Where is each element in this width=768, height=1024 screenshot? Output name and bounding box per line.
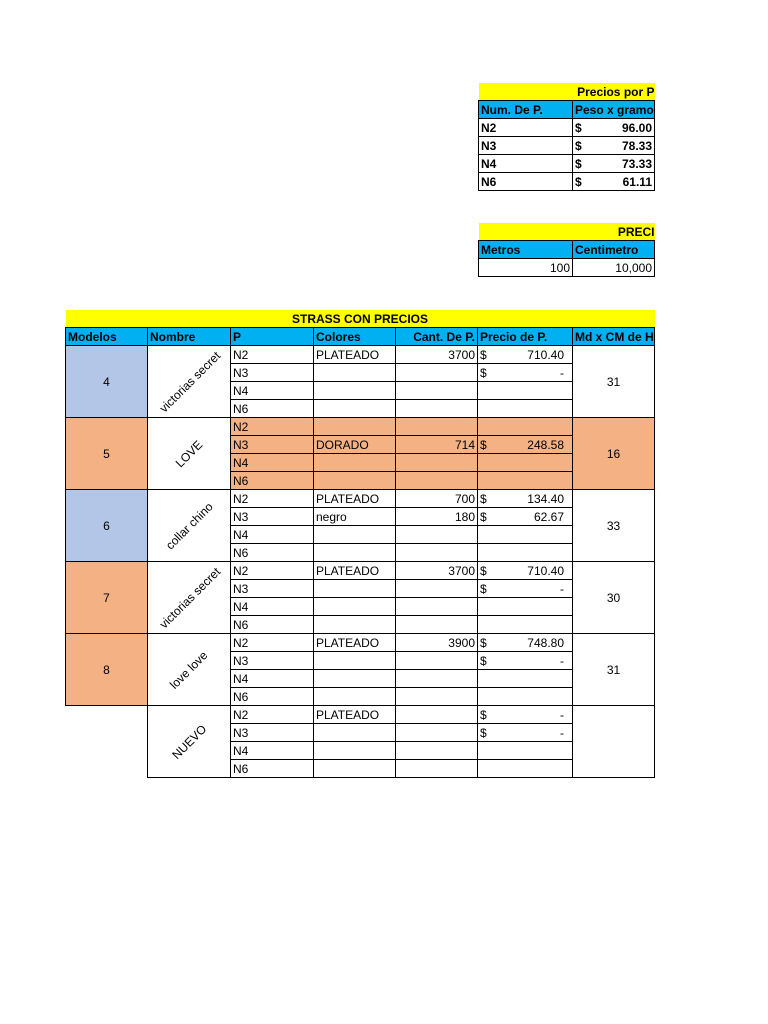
md-cm-cell: 31	[573, 346, 655, 418]
p-cell: N3	[231, 364, 314, 382]
header-precio-p: Precio de P.	[478, 328, 573, 346]
meters-price-table	[478, 223, 655, 277]
price-cell	[478, 670, 573, 688]
table-row	[479, 155, 655, 173]
model-name-cell	[148, 346, 231, 418]
peso-price-cell	[573, 137, 655, 155]
p-cell: N2	[231, 346, 314, 364]
quantity-cell	[396, 580, 478, 598]
price-cell	[478, 616, 573, 634]
p-cell: N3	[231, 580, 314, 598]
color-cell	[314, 364, 396, 382]
model-number-cell: 7	[66, 562, 148, 634]
price-cell	[478, 400, 573, 418]
peso-price-cell	[573, 173, 655, 191]
quantity-cell: 3700	[396, 562, 478, 580]
model-name-cell	[148, 706, 231, 778]
header-centimetro: Centimetro	[573, 241, 655, 259]
p-cell: N4	[231, 742, 314, 760]
color-cell	[314, 400, 396, 418]
p-cell: N3	[231, 436, 314, 454]
price-cell	[478, 688, 573, 706]
model-number-cell: 5	[66, 418, 148, 490]
p-cell: N2	[231, 562, 314, 580]
currency-symbol: $	[480, 365, 487, 380]
currency-symbol: $	[480, 653, 487, 668]
price-value: 78.33	[621, 138, 652, 153]
quantity-cell: 700	[396, 490, 478, 508]
header-colores: Colores	[314, 328, 396, 346]
model-name: love love	[167, 647, 211, 692]
currency-symbol: $	[575, 138, 582, 153]
color-cell	[314, 742, 396, 760]
md-cm-cell	[573, 706, 655, 778]
currency-symbol: $	[480, 725, 487, 740]
metros-value: 100	[479, 259, 573, 277]
p-cell: N3	[231, 652, 314, 670]
model-name-cell	[148, 562, 231, 634]
centimetro-value: 10,000	[573, 259, 655, 277]
num-p-cell: N2	[479, 119, 573, 137]
p-cell: N3	[231, 724, 314, 742]
p-cell: N4	[231, 382, 314, 400]
table-row	[66, 418, 655, 436]
md-cm-cell: 30	[573, 562, 655, 634]
quantity-cell	[396, 400, 478, 418]
price-value: 134.40	[527, 491, 564, 506]
quantity-cell	[396, 382, 478, 400]
price-value: -	[560, 365, 564, 380]
currency-symbol: $	[480, 707, 487, 722]
color-cell	[314, 418, 396, 436]
header-num-p: Num. De P.	[479, 101, 573, 119]
color-cell	[314, 544, 396, 562]
price-cell	[478, 562, 573, 580]
quantity-cell	[396, 544, 478, 562]
currency-symbol: $	[480, 491, 487, 506]
currency-symbol: $	[480, 509, 487, 524]
p-cell: N6	[231, 400, 314, 418]
color-cell: negro	[314, 508, 396, 526]
currency-symbol: $	[575, 156, 582, 171]
quantity-cell	[396, 364, 478, 382]
table-row	[479, 119, 655, 137]
color-cell	[314, 580, 396, 598]
p-cell: N6	[231, 688, 314, 706]
price-cell	[478, 346, 573, 364]
quantity-cell	[396, 526, 478, 544]
color-cell	[314, 616, 396, 634]
price-value: -	[560, 725, 564, 740]
table-row	[66, 706, 655, 724]
price-cell	[478, 364, 573, 382]
model-number-cell: 4	[66, 346, 148, 418]
quantity-cell: 180	[396, 508, 478, 526]
meters-table-title: PRECI	[479, 223, 655, 241]
color-cell: PLATEADO	[314, 490, 396, 508]
md-cm-cell: 16	[573, 418, 655, 490]
price-cell	[478, 526, 573, 544]
quantity-cell	[396, 670, 478, 688]
color-cell: PLATEADO	[314, 706, 396, 724]
quantity-cell: 3700	[396, 346, 478, 364]
price-value: 710.40	[527, 563, 564, 578]
p-cell: N6	[231, 472, 314, 490]
p-cell: N4	[231, 598, 314, 616]
model-number-cell: 8	[66, 634, 148, 706]
table-row	[66, 634, 655, 652]
p-cell: N3	[231, 508, 314, 526]
price-value: 73.33	[621, 156, 652, 171]
quantity-cell	[396, 454, 478, 472]
table-row	[66, 562, 655, 580]
price-cell	[478, 598, 573, 616]
color-cell	[314, 652, 396, 670]
price-cell	[478, 580, 573, 598]
model-number-cell	[66, 706, 148, 778]
price-cell	[478, 760, 573, 778]
color-cell	[314, 472, 396, 490]
quantity-cell	[396, 706, 478, 724]
currency-symbol: $	[480, 581, 487, 596]
price-value: -	[560, 707, 564, 722]
peso-price-cell	[573, 119, 655, 137]
currency-symbol: $	[480, 563, 487, 578]
quantity-cell: 3900	[396, 634, 478, 652]
color-cell: PLATEADO	[314, 346, 396, 364]
model-name: NUEVO	[168, 721, 210, 762]
price-cell	[478, 454, 573, 472]
table-row	[66, 490, 655, 508]
price-value: 61.11	[622, 174, 652, 189]
price-cell	[478, 436, 573, 454]
p-cell: N4	[231, 670, 314, 688]
model-number-cell: 6	[66, 490, 148, 562]
header-peso-gramo: Peso x gramo	[573, 101, 655, 119]
price-per-weight-table	[478, 83, 655, 191]
currency-symbol: $	[575, 174, 582, 189]
color-cell: DORADO	[314, 436, 396, 454]
price-cell	[478, 724, 573, 742]
quantity-cell	[396, 742, 478, 760]
price-cell	[478, 742, 573, 760]
price-cell	[478, 508, 573, 526]
p-cell: N6	[231, 760, 314, 778]
color-cell	[314, 598, 396, 616]
currency-symbol: $	[480, 437, 487, 452]
p-cell: N6	[231, 544, 314, 562]
price-cell	[478, 652, 573, 670]
price-cell	[478, 544, 573, 562]
quantity-cell	[396, 724, 478, 742]
model-name: collar chino	[162, 499, 216, 552]
p-cell: N2	[231, 490, 314, 508]
quantity-cell	[396, 652, 478, 670]
p-cell: N6	[231, 616, 314, 634]
quantity-cell: 714	[396, 436, 478, 454]
currency-symbol: $	[575, 120, 582, 135]
model-name-cell	[148, 418, 231, 490]
p-cell: N4	[231, 526, 314, 544]
table-row	[66, 346, 655, 364]
color-cell	[314, 760, 396, 778]
price-value: 248.58	[527, 437, 564, 452]
p-cell: N4	[231, 454, 314, 472]
model-name: victorias secret	[156, 564, 224, 631]
color-cell	[314, 670, 396, 688]
price-cell	[478, 706, 573, 724]
header-modelos: Modelos	[66, 328, 148, 346]
color-cell: PLATEADO	[314, 634, 396, 652]
color-cell: PLATEADO	[314, 562, 396, 580]
num-p-cell: N6	[479, 173, 573, 191]
quantity-cell	[396, 760, 478, 778]
price-value: 710.40	[527, 347, 564, 362]
price-value: 96.00	[621, 120, 652, 135]
price-cell	[478, 634, 573, 652]
quantity-cell	[396, 472, 478, 490]
strass-table-title: STRASS CON PRECIOS	[66, 310, 655, 328]
quantity-cell	[396, 688, 478, 706]
quantity-cell	[396, 616, 478, 634]
peso-price-cell	[573, 155, 655, 173]
num-p-cell: N3	[479, 137, 573, 155]
header-md-cm: Md x CM de H	[573, 328, 655, 346]
num-p-cell: N4	[479, 155, 573, 173]
quantity-cell	[396, 418, 478, 436]
header-nombre: Nombre	[148, 328, 231, 346]
color-cell	[314, 724, 396, 742]
color-cell	[314, 382, 396, 400]
model-name: victorias secret	[156, 348, 224, 415]
p-cell: N2	[231, 706, 314, 724]
price-cell	[478, 472, 573, 490]
price-value: -	[560, 653, 564, 668]
model-name: LOVE	[172, 437, 206, 470]
table-row	[479, 137, 655, 155]
p-cell: N2	[231, 418, 314, 436]
p-cell: N2	[231, 634, 314, 652]
color-cell	[314, 454, 396, 472]
color-cell	[314, 688, 396, 706]
header-cant-p: Cant. De P.	[396, 328, 478, 346]
currency-symbol: $	[480, 635, 487, 650]
price-value: 62.67	[533, 509, 564, 524]
model-name-cell	[148, 490, 231, 562]
header-metros: Metros	[479, 241, 573, 259]
table-row	[479, 173, 655, 191]
quantity-cell	[396, 598, 478, 616]
model-name-cell	[148, 634, 231, 706]
md-cm-cell: 33	[573, 490, 655, 562]
currency-symbol: $	[480, 347, 487, 362]
price-per-weight-title: Precios por P	[479, 83, 655, 101]
price-value: 748.80	[527, 635, 564, 650]
strass-prices-table	[65, 310, 655, 778]
price-cell	[478, 418, 573, 436]
header-p: P	[231, 328, 314, 346]
md-cm-cell: 31	[573, 634, 655, 706]
color-cell	[314, 526, 396, 544]
price-cell	[478, 382, 573, 400]
price-value: -	[560, 581, 564, 596]
price-cell	[478, 490, 573, 508]
